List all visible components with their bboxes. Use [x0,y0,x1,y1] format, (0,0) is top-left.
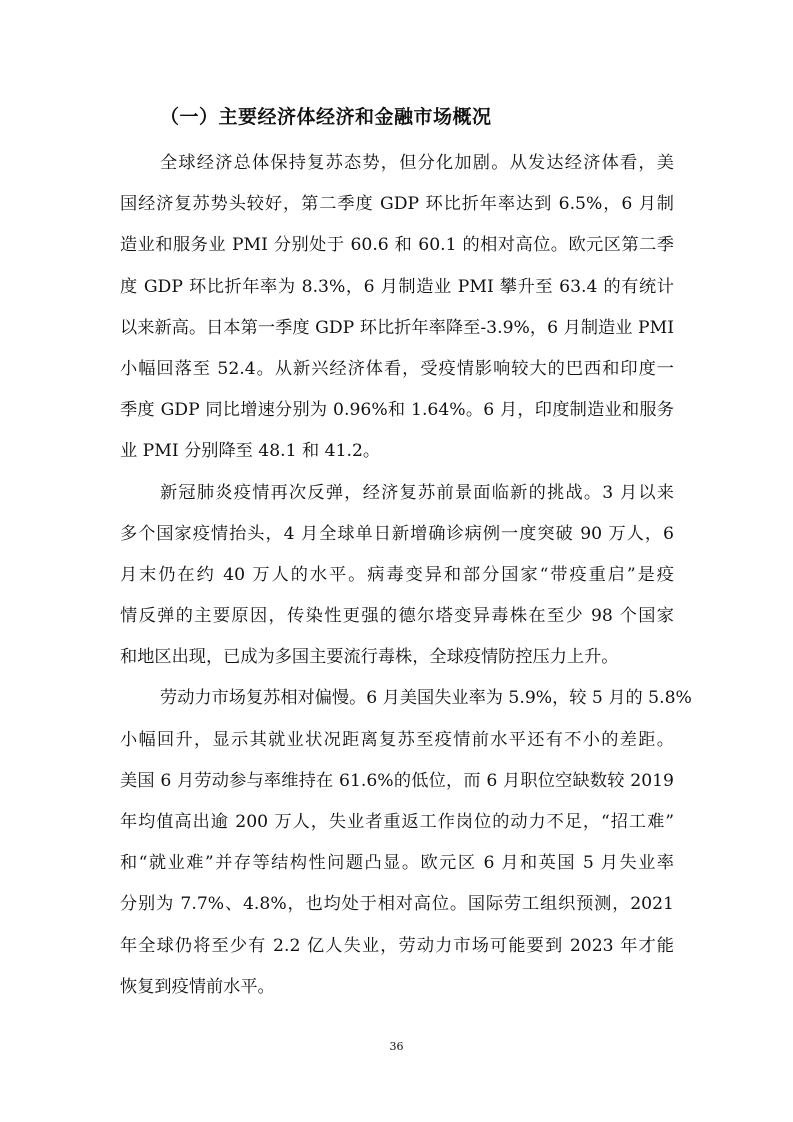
text-line: 业 PMI 分别降至 48.1 和 41.2。 [120,441,381,462]
text-line: 小幅回落至 52.4。从新兴经济体看，受疫情影响较大的巴西和印度一 [120,358,674,379]
text-line: 造业和服务业 PMI 分别处于 60.6 和 60.1 的相对高位。欧元区第二季 [120,235,674,256]
text-line: 情反弹的主要原因，传染性更强的德尔塔变异毒株在至少 98 个国家 [120,606,674,627]
text-line: 季度 GDP 同比增速分别为 0.96%和 1.64%。6 月，印度制造业和服务 [120,400,674,421]
paragraph-pandemic [120,473,674,679]
text-line: 和“就业难”并存等结构性问题凸显。欧元区 6 月和英国 5 月失业率 [120,853,674,874]
paragraph-economy-overview [120,143,674,473]
text-line: 国经济复苏势头较好，第二季度 GDP 环比折年率达到 6.5%，6 月制 [120,194,674,215]
body-text [120,143,692,1008]
text-line: 度 GDP 环比折年率为 8.3%，6 月制造业 PMI 攀升至 63.4 的有统计 [120,276,674,297]
text-line: 和地区出现，已成为多国主要流行毒株，全球疫情防控压力上升。 [120,647,619,668]
text-line: 多个国家疫情抬头，4 月全球单日新增确诊病例一度突破 90 万人，6 [120,523,674,544]
text-line: 月末仍在约 40 万人的水平。病毒变异和部分国家“带疫重启”是疫 [120,564,674,585]
text-line: 年均值高出逾 200 万人，失业者重返工作岗位的动力不足，“招工难” [120,812,674,832]
text-line: 分别为 7.7%、4.8%，也均处于相对高位。国际劳工组织预测，2021 [120,894,674,915]
text-line: 年全球仍将至少有 2.2 亿人失业，劳动力市场可能要到 2023 年才能 [120,935,674,956]
section-heading: （一）主要经济体经济和金融市场概况 [160,106,492,128]
page-number: 36 [389,1040,404,1053]
text-line: 劳动力市场复苏相对偏慢。6 月美国失业率为 5.9%，较 5 月的 5.8% [160,688,692,709]
text-line: 以来新高。日本第一季度 GDP 环比折年率降至-3.9%，6 月制造业 PMI [120,317,674,338]
paragraph-labor-market [120,678,692,1008]
text-line: 全球经济总体保持复苏态势，但分化加剧。从发达经济体看，美 [160,153,674,173]
text-line: 美国 6 月劳动参与率维持在 61.6%的低位，而 6 月职位空缺数较 2019 [120,770,674,791]
text-line: 恢复到疫情前水平。 [120,976,275,997]
text-line: 新冠肺炎疫情再次反弹，经济复苏前景面临新的挑战。3 月以来 [160,482,674,503]
text-line: 小幅回升，显示其就业状况距离复苏至疫情前水平还有不小的差距。 [120,729,674,750]
